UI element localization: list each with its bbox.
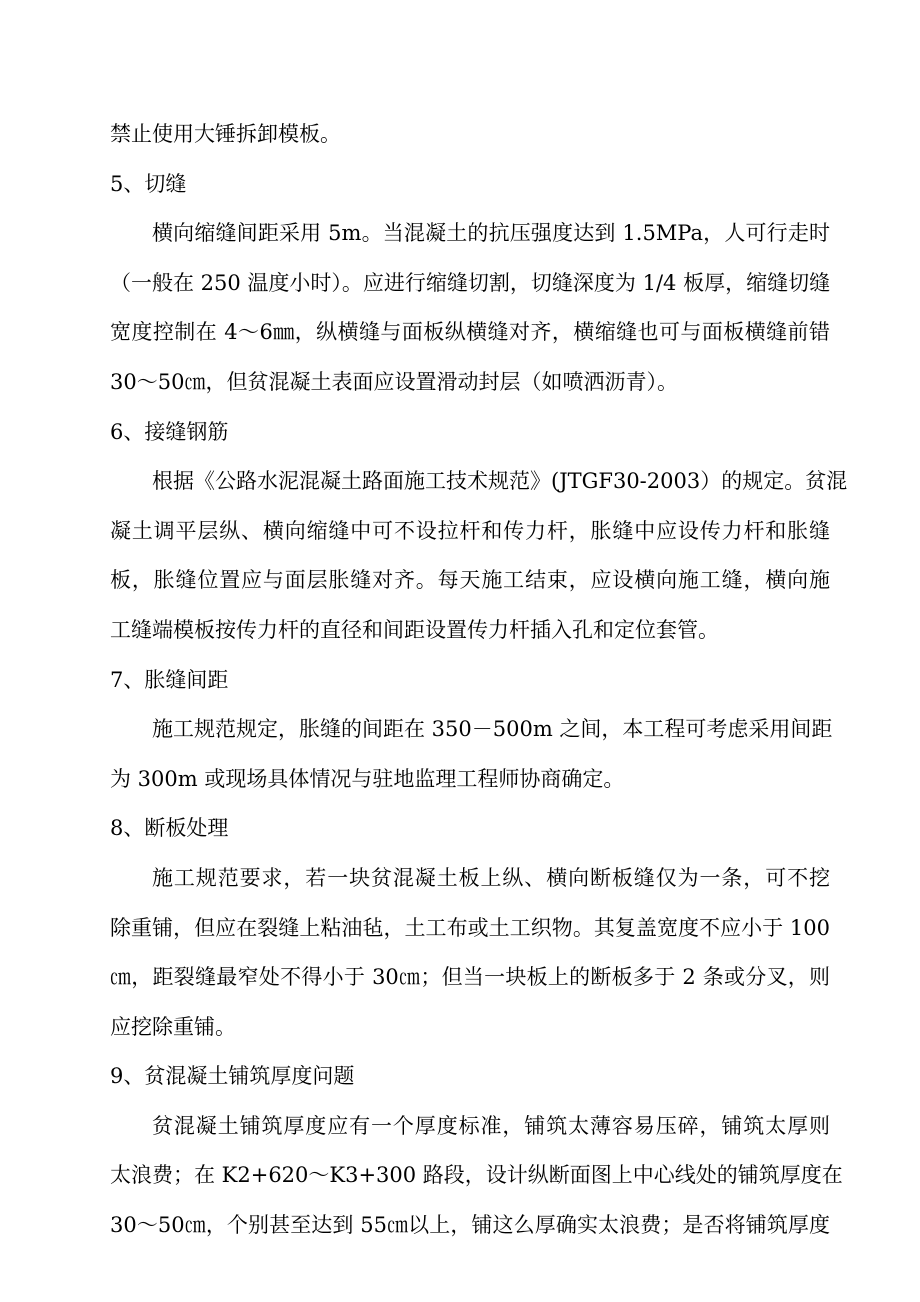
text-line: （一般在 250 温度小时）。应进行缩缝切割，切缝深度为 1/4 板厚，缩缝切缝: [110, 270, 831, 295]
text-line: 施工规范要求，若一块贫混凝土板上纵、横向断板缝仅为一条，可不挖: [152, 865, 830, 890]
section-heading: 6、接缝钢筋: [110, 419, 229, 444]
text-line: 为 300m 或现场具体情况与驻地监理工程师协商确定。: [110, 766, 625, 791]
text-line: 施工规范规定，胀缝的间距在 350－500m 之间，本工程可考虑采用间距: [152, 717, 833, 742]
text-line: 禁止使用大锤拆卸模板。: [110, 122, 341, 146]
section-heading: 9、贫混凝土铺筑厚度问题: [110, 1064, 355, 1089]
text-line: 太浪费；在 K2+620～K3+300 路段，设计纵断面图上中心线处的铺筑厚度在: [110, 1163, 843, 1188]
text-line: 凝土调平层纵、横向缩缝中可不设拉杆和传力杆，胀缝中应设传力杆和胀缝: [110, 518, 830, 543]
text-line: 横向缩缝间距采用 5m。当混凝土的抗压强度达到 1.5MPa，人可行走时: [152, 221, 830, 246]
document-page: [110, 110, 848, 1251]
text-line: 30～50㎝，个别甚至达到 55㎝以上，铺这么厚确实太浪费；是否将铺筑厚度: [110, 1213, 830, 1238]
section-heading: 5、切缝: [110, 171, 187, 196]
text-line: 除重铺，但应在裂缝上粘油毡，土工布或土工织物。其复盖宽度不应小于 100: [110, 915, 830, 940]
section-heading: 7、胀缝间距: [110, 667, 229, 692]
text-line: 工缝端模板按传力杆的直径和间距设置传力杆插入孔和定位套管。: [110, 617, 719, 642]
text-line: ㎝，距裂缝最窄处不得小于 30㎝；但当一块板上的断板多于 2 条或分叉，则: [110, 965, 830, 990]
text-line: 贫混凝土铺筑厚度应有一个厚度标准，铺筑太薄容易压碎，铺筑太厚则: [152, 1113, 830, 1138]
text-line: 30～50㎝，但贫混凝土表面应设置滑动封层（如喷洒沥青）。: [110, 369, 678, 394]
section-heading: 8、断板处理: [110, 816, 229, 841]
text-line: 根据《公路水泥混凝土路面施工技术规范》(JTGF30-2003）的规定。贫混: [152, 469, 848, 494]
text-line: 板，胀缝位置应与面层胀缝对齐。每天施工结束，应设横向施工缝，横向施: [110, 568, 830, 593]
text-line: 应挖除重铺。: [110, 1014, 236, 1039]
text-line: 宽度控制在 4～6㎜，纵横缝与面板纵横缝对齐，横缩缝也可与面板横缝前错: [110, 320, 830, 345]
